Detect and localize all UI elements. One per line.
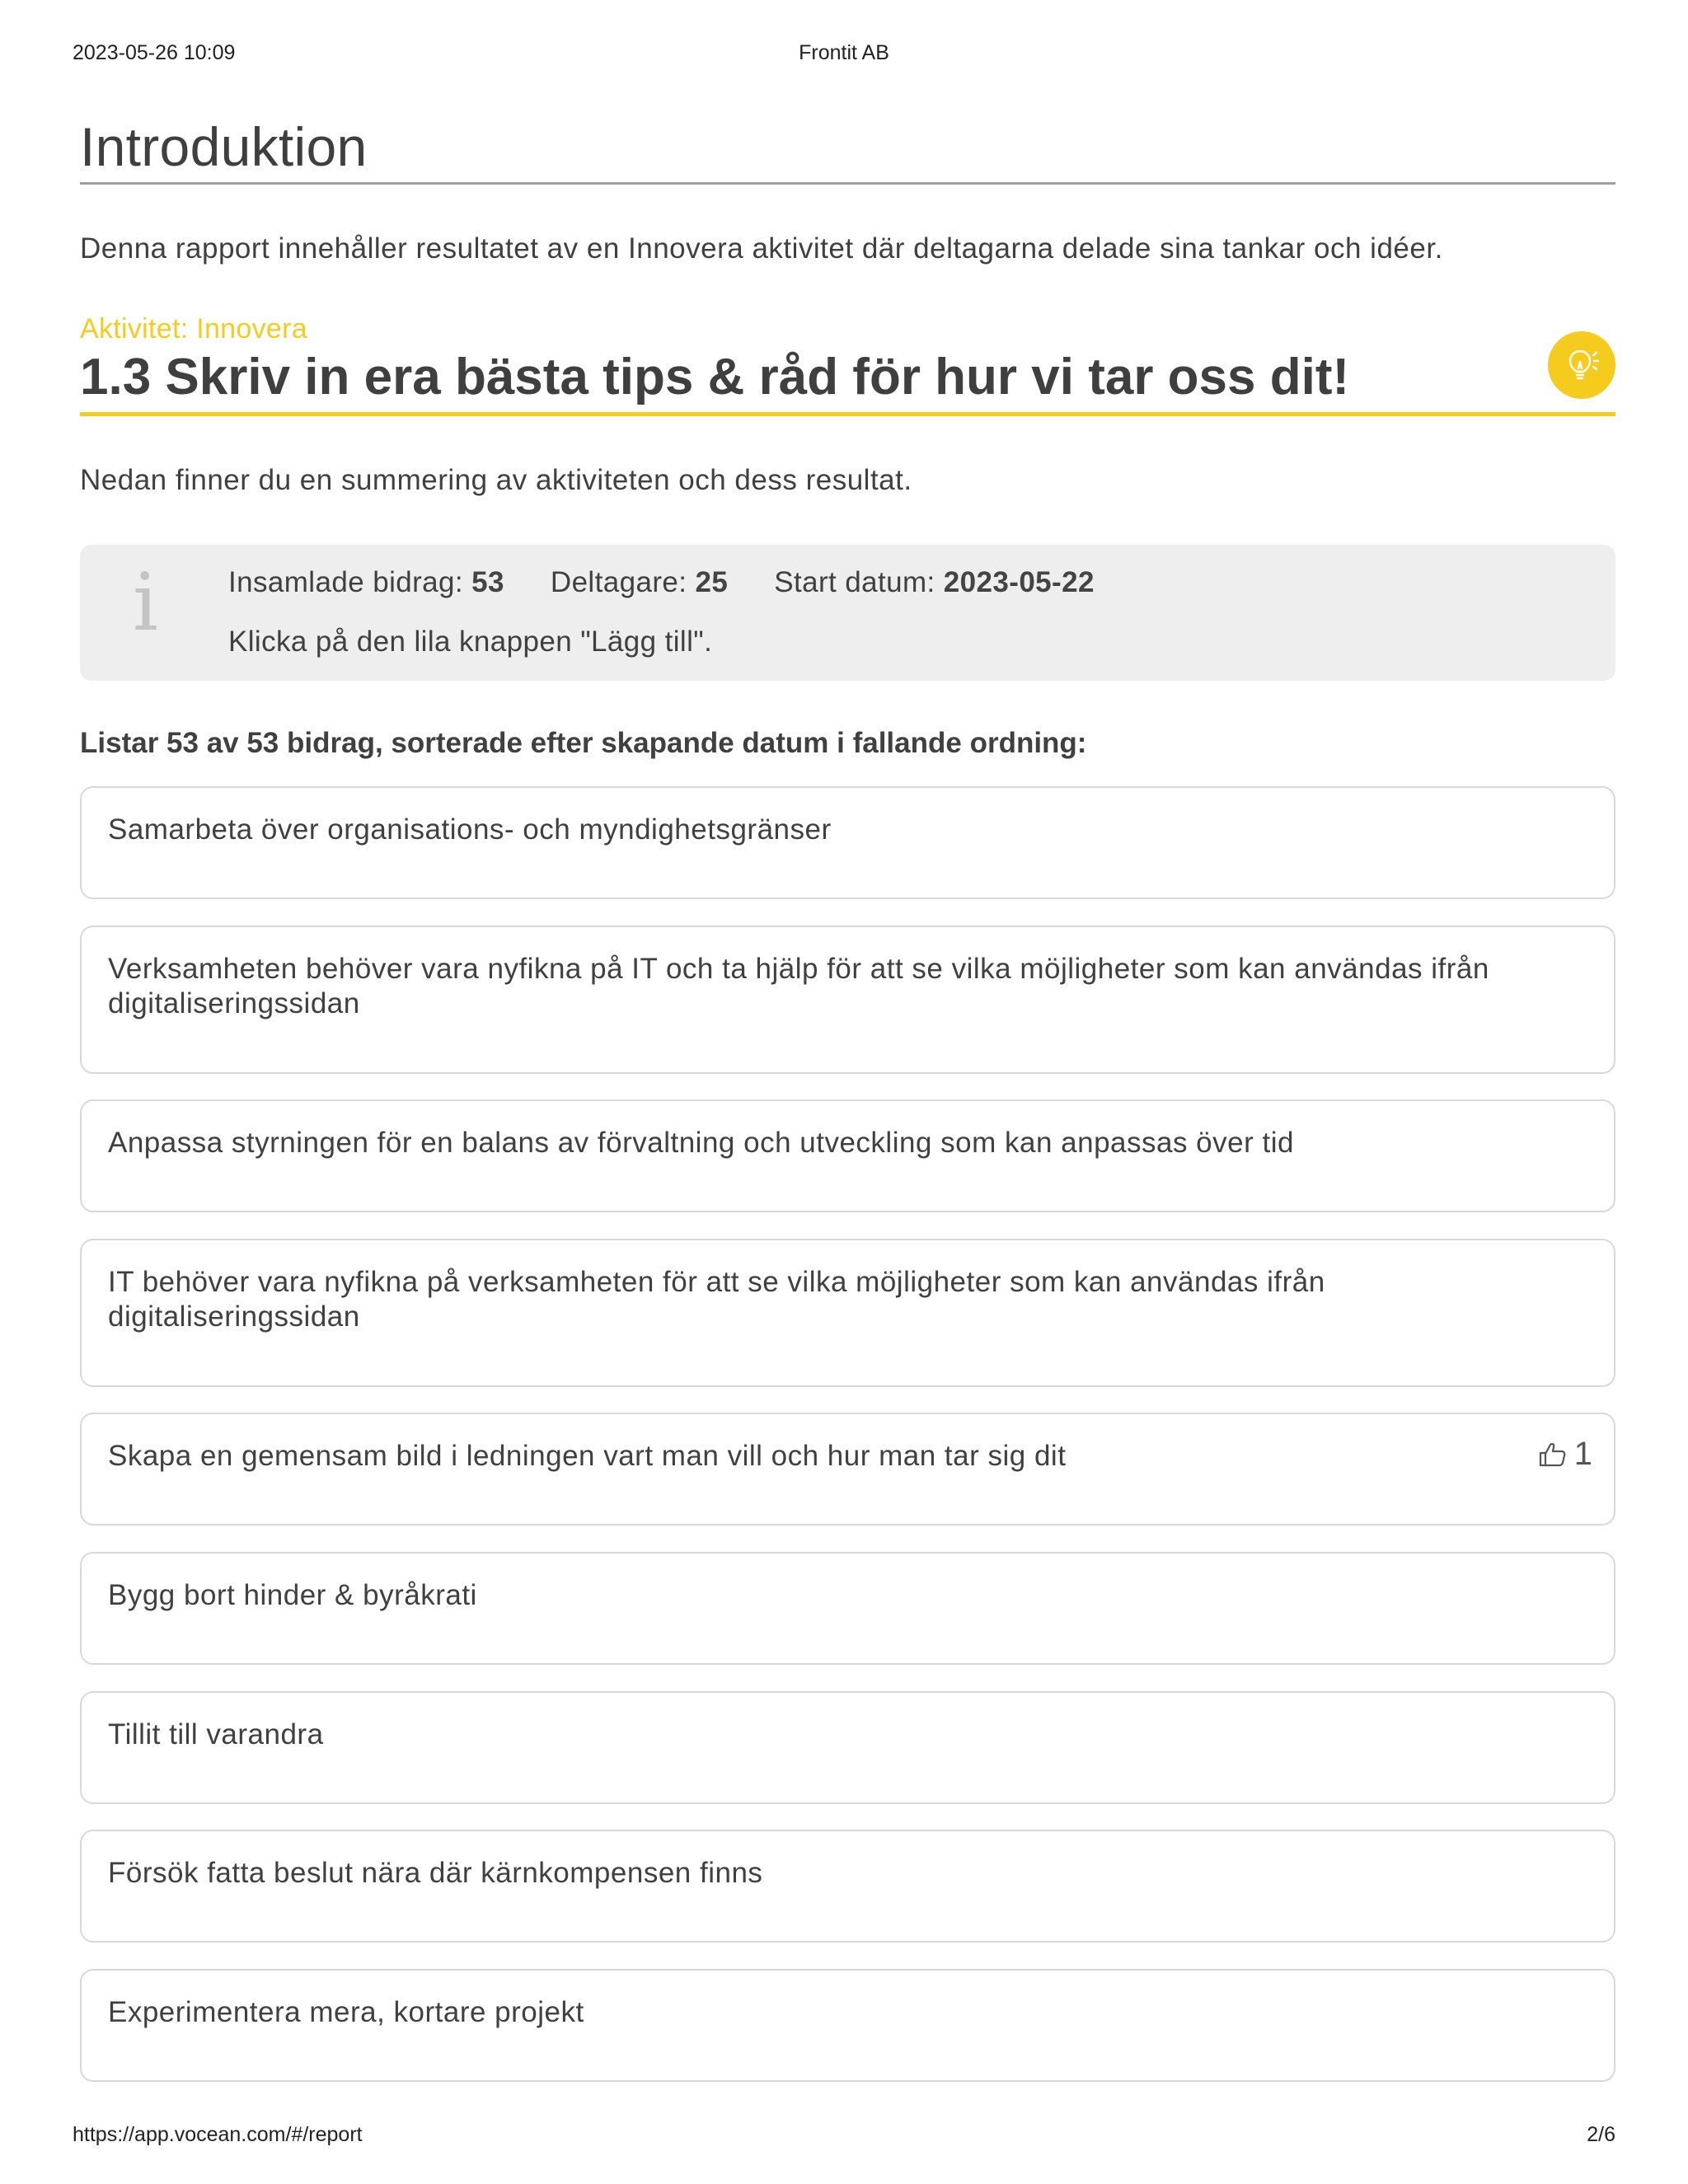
print-url: https://app.vocean.com/#/report (73, 2123, 363, 2146)
contribution-text: Verksamheten behöver vara nyfikna på IT och ta hjälp för att se vilka möjligheter som kan användas ifrån digitaliseringssidan (108, 953, 1489, 1019)
contribution-text: Samarbeta över organisations- och myndighetsgränser (108, 813, 832, 846)
contribution-text: Anpassa styrningen för en balans av förvaltning och utveckling som kan anpassas över tid (108, 1127, 1294, 1159)
start-date-value: 2023-05-22 (943, 566, 1095, 598)
contribution-text: Försök fatta beslut nära där kärnkompensen finns (108, 1857, 763, 1889)
participants-value: 25 (695, 566, 729, 598)
print-title: Frontit AB (799, 41, 889, 64)
list-item (80, 1552, 1615, 1665)
page-number: 2/6 (1587, 2123, 1615, 2146)
activity-title: 1.3 Skriv in era bästa tips & råd för hur vi tar oss dit! (80, 349, 1350, 405)
info-box (80, 545, 1615, 681)
like-button[interactable] (1538, 1436, 1592, 1473)
print-header (73, 41, 1615, 68)
list-item (80, 1413, 1615, 1526)
list-item (80, 1969, 1615, 2082)
list-item (80, 1239, 1615, 1387)
intro-title: Introduktion (80, 116, 368, 177)
list-item (80, 786, 1615, 899)
contribution-text: IT behöver vara nyfikna på verksamheten för att se vilka möjligheter som kan användas ifrån digitaliseringssidan (108, 1266, 1325, 1333)
activity-divider (80, 412, 1615, 416)
contribution-text: Bygg bort hinder & byråkrati (108, 1579, 477, 1611)
thumbs-up-icon (1538, 1440, 1568, 1469)
contribution-text: Tillit till varandra (108, 1718, 324, 1750)
activity-stats (228, 566, 1095, 599)
info-note: Klicka på den lila knappen "Lägg till". (228, 626, 713, 658)
collected-label: Insamlade bidrag: (228, 566, 464, 598)
list-item (80, 926, 1615, 1074)
contribution-text: Skapa en gemensam bild i ledningen vart man vill och hur man tar sig dit (108, 1440, 1067, 1472)
print-datetime: 2023-05-26 10:09 (73, 41, 236, 64)
contribution-text: Experimentera mera, kortare projekt (108, 1996, 584, 2028)
lightbulb-icon (1548, 331, 1615, 399)
intro-divider (80, 182, 1615, 185)
intro-text: Denna rapport innehåller resultatet av en Innovera aktivitet där deltagarna delade sina tankar och idéer. (80, 232, 1443, 265)
like-count: 1 (1573, 1436, 1592, 1472)
summary-text: Nedan finner du en summering av aktiviteten och dess resultat. (80, 464, 912, 496)
participants-label: Deltagare: (550, 566, 687, 598)
collected-value: 53 (471, 566, 504, 598)
list-item (80, 1691, 1615, 1804)
list-heading: Listar 53 av 53 bidrag, sorterade efter skapande datum i fallande ordning: (80, 727, 1087, 759)
list-item (80, 1830, 1615, 1943)
start-date-label: Start datum: (774, 566, 935, 598)
list-item (80, 1099, 1615, 1212)
info-icon: i (133, 556, 158, 649)
activity-label: Aktivitet: Innovera (80, 313, 307, 344)
print-footer (73, 2123, 1615, 2149)
